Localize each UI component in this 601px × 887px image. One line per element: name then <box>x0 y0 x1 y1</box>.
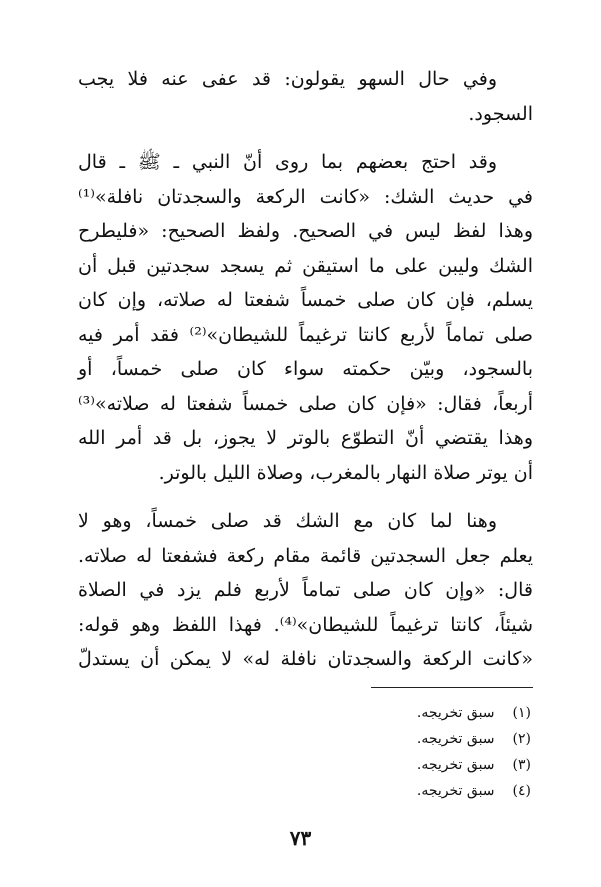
footnotes <box>231 700 531 804</box>
paragraph-3 <box>78 504 533 677</box>
footnote-number: (٢) <box>512 731 531 747</box>
footnote-text: سبق تخريجه. <box>416 783 495 799</box>
text-line: وهذا لفظ ليس في الصحيح. ولفظ الصحيح: «فليطرح <box>78 220 533 242</box>
text-line: شيئاً، كانتا ترغيماً للشيطان»⁽⁴⁾. فهذا اللفظ وهو قوله: <box>78 613 534 636</box>
text-line: «كانت الركعة والسجدتان نافلة له» لا يمكن أن يستدلّ <box>78 648 533 670</box>
footnote-number: (٤) <box>512 783 531 799</box>
text-line: وقد احتج بعضهم بما روى أنّ النبي ـ ﷺ ـ قال <box>78 151 497 173</box>
text-line: بالسجود، وبيّن حكمته سواء كان صلى خمساً، أو <box>78 358 533 380</box>
paragraph-1 <box>78 62 533 131</box>
text-line: في حديث الشك: «كانت الركعة والسجدتان نافلة»⁽¹⁾ <box>78 185 533 208</box>
text-line: السجود. <box>468 102 533 125</box>
text-line: قال: «وإن كان صلى تماماً لأربع فلم يزد في الصلاة <box>78 579 533 601</box>
text-line: وهذا يقتضي أنّ التطوّع بالوتر لا يجوز، بل قد أمر الله <box>78 427 533 449</box>
footnote-item <box>231 700 531 726</box>
text-line: الشك وليبن على ما استيقن ثم يسجد سجدتين قبل أن <box>78 254 533 277</box>
text-line: وهنا لما كان مع الشك قد صلى خمساً، وهو لا <box>78 510 497 532</box>
text-line: يعلم جعل السجدتين قائمة مقام ركعة فشفعتا له صلاته. <box>78 544 533 567</box>
footnote-item <box>231 778 531 804</box>
footnote-divider <box>371 687 533 688</box>
text-line: صلى تماماً لأربع كانتا ترغيماً للشيطان»⁽²⁾ فقد أمر فيه <box>78 323 533 346</box>
footnote-text: سبق تخريجه. <box>416 705 495 721</box>
footnote-text: سبق تخريجه. <box>416 757 495 773</box>
text-line: وفي حال السهو يقولون: قد عفى عنه فلا يجب <box>78 68 497 90</box>
footnote-item <box>231 726 531 752</box>
footnote-number: (١) <box>512 705 531 721</box>
page-body <box>78 62 533 691</box>
text-line: أن يوتر صلاة النهار بالمغرب، وصلاة الليل بالوتر. <box>158 461 533 484</box>
paragraph-2 <box>78 145 533 490</box>
text-line: أربعاً، فقال: «فإن كان صلى خمساً شفعتا له صلاته»⁽³⁾ <box>78 392 533 415</box>
footnote-item <box>231 752 531 778</box>
footnote-text: سبق تخريجه. <box>416 731 495 747</box>
page-number: ٧٣ <box>289 826 312 850</box>
text-line: يسلم، فإن كان صلى خمساً شفعتا له صلاته، وإن كان <box>78 289 533 311</box>
footnote-number: (٣) <box>512 757 531 773</box>
